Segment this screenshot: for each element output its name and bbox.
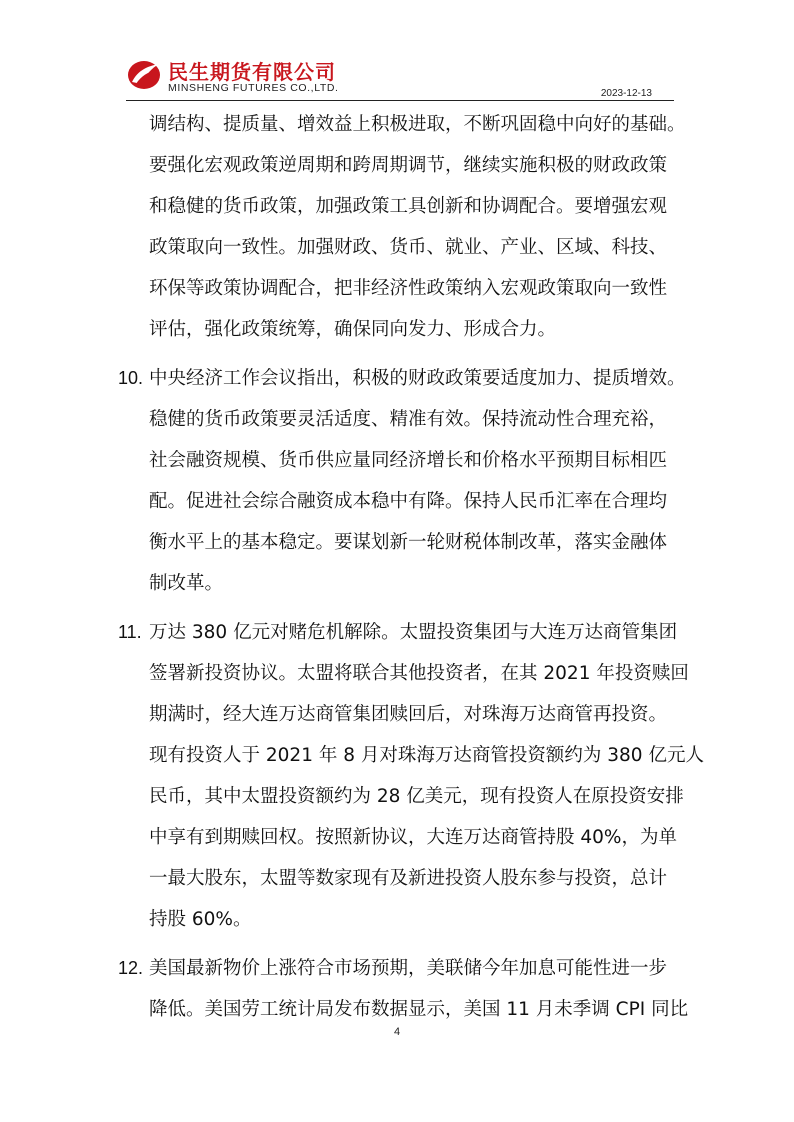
minsheng-logo-icon bbox=[126, 56, 162, 92]
page-number: 4 bbox=[393, 1026, 401, 1038]
text-line: 万达 380 亿元对赌危机解除。太盟投资集团与大连万达商管集团 bbox=[149, 622, 678, 643]
text-line: 一最大股东，太盟等数家现有及新进投资人股东参与投资，总计 bbox=[149, 868, 668, 889]
header-divider bbox=[126, 100, 674, 101]
text-line: 持股 60%。 bbox=[149, 909, 252, 930]
text-line: 现有投资人于 2021 年 8 月对珠海万达商管投资额约为 380 亿元人 bbox=[149, 745, 704, 766]
text-line: 签署新投资协议。太盟将联合其他投资者，在其 2021 年投资赎回 bbox=[149, 663, 689, 684]
text-line: 期满时，经大连万达商管集团赎回后，对珠海万达商管再投资。 bbox=[149, 704, 668, 725]
item-number: 12. bbox=[118, 958, 144, 978]
text-line: 评估，强化政策统筹，确保同向发力、形成合力。 bbox=[149, 319, 557, 340]
item-number: 10. bbox=[118, 368, 144, 388]
text-line: 制改革。 bbox=[149, 573, 224, 594]
text-line: 环保等政策协调配合，把非经济性政策纳入宏观政策取向一致性 bbox=[149, 278, 668, 299]
text-line: 美国最新物价上涨符合市场预期，美联储今年加息可能性进一步 bbox=[149, 958, 668, 979]
text-line: 要强化宏观政策逆周期和跨周期调节，继续实施积极的财政政策 bbox=[149, 155, 668, 176]
text-line: 政策取向一致性。加强财政、货币、就业、产业、区域、科技、 bbox=[149, 237, 668, 258]
list-item-10 bbox=[118, 358, 686, 604]
list-item-11 bbox=[118, 612, 704, 940]
page-header bbox=[126, 52, 674, 100]
text-line: 社会融资规模、货币供应量同经济增长和价格水平预期目标相匹 bbox=[149, 450, 668, 471]
text-line: 衡水平上的基本稳定。要谋划新一轮财税体制改革，落实金融体 bbox=[149, 532, 668, 553]
text-line: 民币，其中太盟投资额约为 28 亿美元，现有投资人在原投资安排 bbox=[149, 786, 684, 807]
report-date: 2023-12-13 bbox=[600, 88, 652, 99]
list-item-12 bbox=[118, 948, 689, 1030]
text-line: 稳健的货币政策要灵活适度、精准有效。保持流动性合理充裕， bbox=[149, 409, 668, 430]
text-line: 中享有到期赎回权。按照新协议，大连万达商管持股 40%，为单 bbox=[149, 827, 678, 848]
company-name-en: MINSHENG FUTURES CO.,LTD. bbox=[168, 82, 339, 94]
document-body bbox=[118, 104, 704, 1030]
item-number: 11. bbox=[118, 622, 142, 642]
text-line: 降低。美国劳工统计局发布数据显示，美国 11 月未季调 CPI 同比 bbox=[149, 999, 689, 1020]
text-line: 和稳健的货币政策，加强政策工具创新和协调配合。要增强宏观 bbox=[149, 196, 668, 217]
text-line: 中央经济工作会议指出，积极的财政政策要适度加力、提质增效。 bbox=[149, 368, 686, 389]
company-name-cn: 民生期货有限公司 bbox=[168, 60, 336, 84]
text-line: 调结构、提质量、增效益上积极进取，不断巩固稳中向好的基础。 bbox=[149, 114, 686, 135]
paragraph-continued bbox=[118, 104, 686, 350]
text-line: 配。促进社会综合融资成本稳中有降。保持人民币汇率在合理均 bbox=[149, 491, 668, 512]
